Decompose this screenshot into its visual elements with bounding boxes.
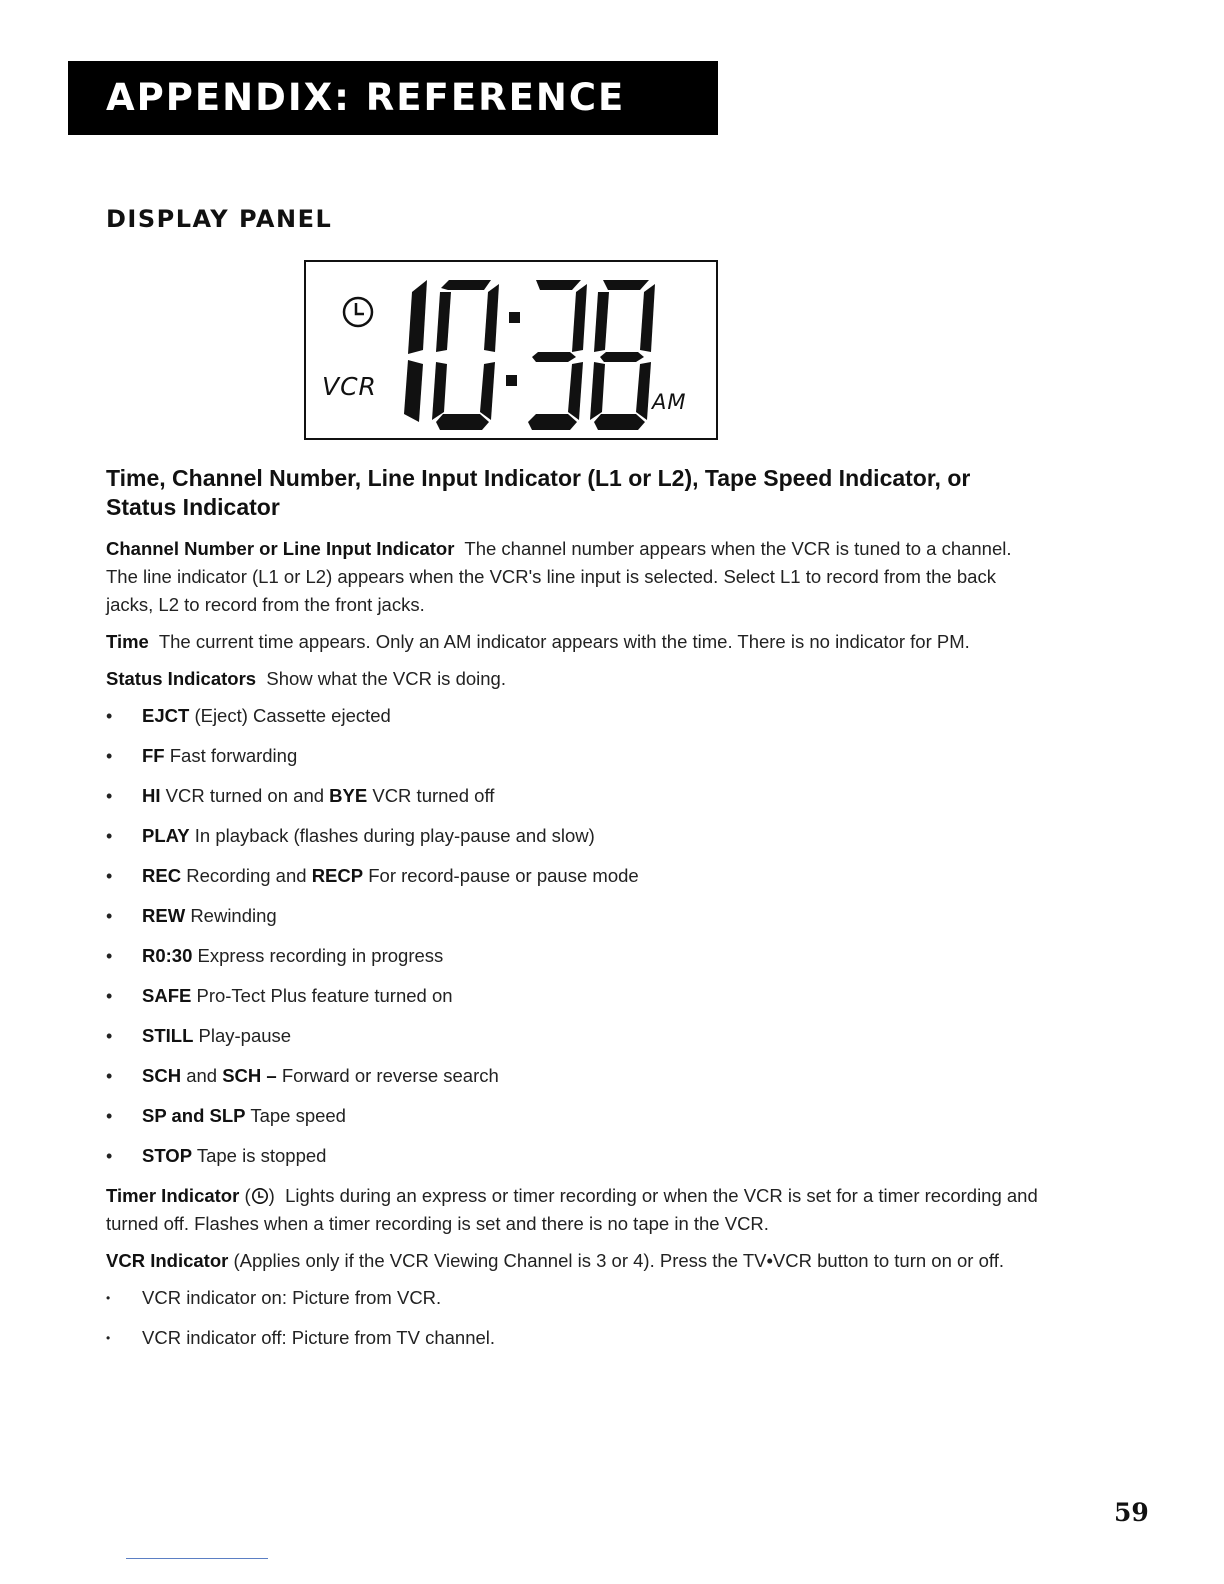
status-code: RECP: [311, 865, 364, 886]
term: Timer Indicator: [106, 1185, 240, 1206]
appendix-banner: APPENDIX: REFERENCE: [68, 61, 718, 135]
status-code: STOP: [142, 1145, 193, 1166]
timer-paragraph: [106, 1182, 1046, 1238]
status-item: [106, 1142, 1046, 1182]
status-code: HI: [142, 785, 161, 806]
status-item: [106, 902, 1046, 942]
status-item: [106, 1102, 1046, 1142]
time-paragraph: [106, 628, 1046, 656]
status-code: BYE: [329, 785, 368, 806]
lcd-display: [306, 262, 720, 442]
status-description: In playback (flashes during play-pause and slow): [194, 825, 595, 846]
status-description: Play-pause: [198, 1025, 292, 1046]
seven-segment-time: [404, 280, 655, 430]
status-item: [106, 862, 1046, 902]
status-item: [106, 942, 1046, 982]
description: The current time appears. Only an AM indicator appears with the time. There is no indicator for PM.: [158, 631, 970, 652]
status-item: [106, 982, 1046, 1022]
vcr-paragraph: [106, 1247, 1046, 1275]
page-number: 59: [1114, 1498, 1149, 1527]
status-item: [106, 702, 1046, 742]
status-code: REW: [142, 905, 186, 926]
status-description: VCR turned off: [372, 785, 495, 806]
status-description: (Eject) Cassette ejected: [194, 705, 391, 726]
description: The channel number appears when the VCR is tuned to a channel. The line indicator (L1 or L2) appears when the VCR's line input is selected. Select L1 to record from the back jacks, L2 to record from the front jacks.: [106, 538, 1012, 615]
status-description: Fast forwarding: [169, 745, 298, 766]
status-code: SP and SLP: [142, 1105, 246, 1126]
status-description: Recording and: [186, 865, 307, 886]
status-item: [106, 782, 1046, 822]
status-code: PLAY: [142, 825, 190, 846]
status-item: [106, 1022, 1046, 1062]
term: Status Indicators: [106, 668, 257, 689]
status-code: SAFE: [142, 985, 192, 1006]
status-code: R0:30: [142, 945, 193, 966]
subheading: Time, Channel Number, Line Input Indicator (L1 or L2), Tape Speed Indicator, or Status Indicator: [106, 465, 971, 520]
am-indicator-label: AM: [652, 390, 687, 414]
body-text: [106, 535, 1046, 1364]
description: Lights during an express or timer recording or when the VCR is set for a timer recording and turned off. Flashes when a timer recording is set and there is no tape in the VCR.: [106, 1185, 1038, 1234]
status-description: VCR turned on and: [165, 785, 325, 806]
display-panel-illustration: [304, 260, 718, 440]
status-code: EJCT: [142, 705, 190, 726]
vcr-indicator-item: • VCR indicator off: Picture from TV channel.: [106, 1324, 1046, 1364]
term: Time: [106, 631, 149, 652]
status-description: Rewinding: [190, 905, 277, 926]
status-description: For record-pause or pause mode: [368, 865, 639, 886]
status-description: Express recording in progress: [197, 945, 444, 966]
status-description: Pro-Tect Plus feature turned on: [196, 985, 453, 1006]
status-code: SCH: [142, 1065, 182, 1086]
description: (Applies only if the VCR Viewing Channel is 3 or 4). Press the TV•VCR button to turn on or off.: [233, 1250, 1004, 1271]
status-description: Tape is stopped: [196, 1145, 327, 1166]
footer-rule: [126, 1558, 268, 1559]
close-paren: ): [268, 1185, 275, 1206]
description: Show what the VCR is doing.: [266, 668, 506, 689]
vcr-indicator-item: • VCR indicator on: Picture from VCR.: [106, 1284, 1046, 1324]
section-title: DISPLAY PANEL: [106, 205, 333, 233]
status-description: Forward or reverse search: [281, 1065, 499, 1086]
term: Channel Number or Line Input Indicator: [106, 538, 455, 559]
status-item: [106, 822, 1046, 862]
status-description: Tape speed: [250, 1105, 346, 1126]
status-code: SCH –: [222, 1065, 277, 1086]
vcr-indicator-list: [106, 1284, 1046, 1364]
status-item: [106, 1062, 1046, 1102]
status-code: STILL: [142, 1025, 194, 1046]
status-item: [106, 742, 1046, 782]
vcr-indicator-label: VCR: [322, 372, 377, 401]
channel-paragraph: [106, 535, 1046, 619]
status-indicator-list: [106, 702, 1046, 1182]
open-paren: (: [244, 1185, 251, 1206]
status-description: and: [186, 1065, 218, 1086]
status-code: FF: [142, 745, 165, 766]
status-paragraph: [106, 665, 1046, 693]
status-code: REC: [142, 865, 182, 886]
clock-icon: [251, 1187, 269, 1205]
term: VCR Indicator: [106, 1250, 229, 1271]
clock-icon: [344, 298, 372, 326]
